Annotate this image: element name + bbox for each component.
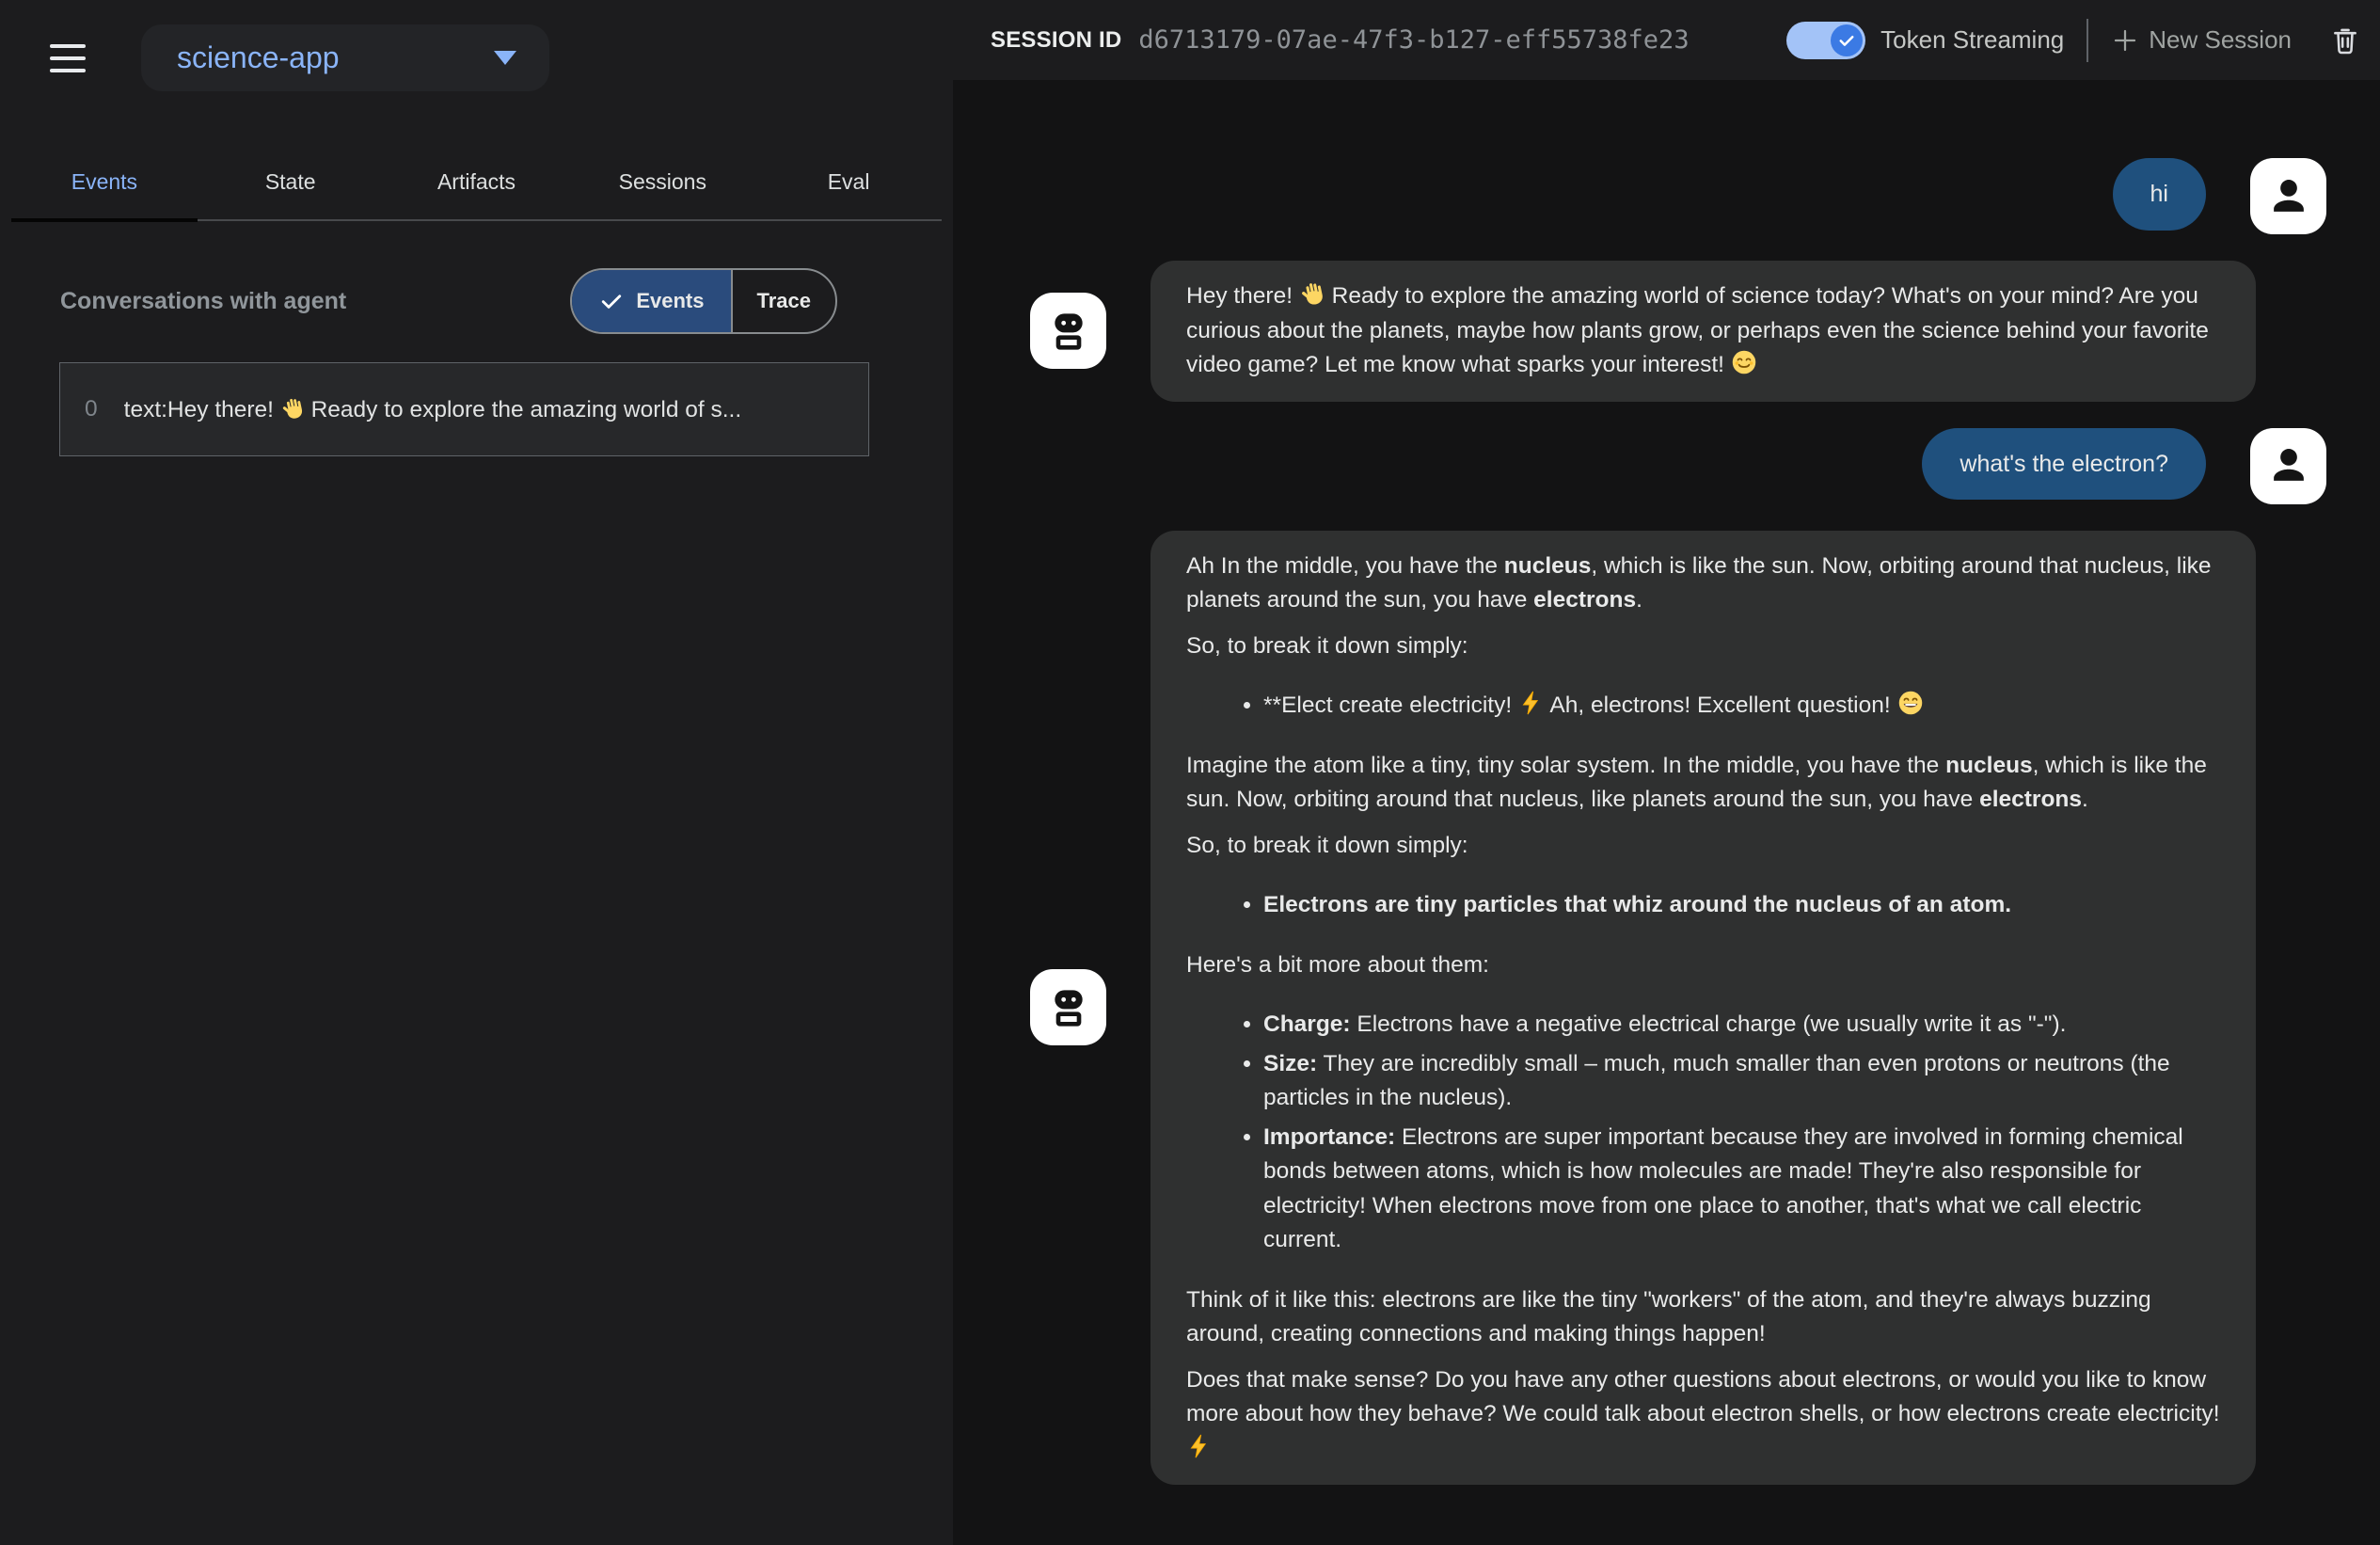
event-text: text:Hey there! Ready to explore the amazing world of s... (124, 396, 742, 423)
header-controls (1786, 19, 2361, 62)
user-avatar (2250, 158, 2326, 234)
chat-message-bot (1030, 531, 2326, 1486)
tab-artifacts[interactable]: Artifacts (384, 144, 570, 219)
waving-hand-emoji (1296, 278, 1327, 309)
segment-trace[interactable]: Trace (731, 270, 836, 332)
person-icon (2262, 170, 2315, 223)
agent-name: science-app (177, 40, 340, 74)
grinning-face-emoji (1897, 690, 1924, 716)
segment-events[interactable]: Events (572, 270, 730, 332)
event-list (59, 362, 869, 456)
session-id-label: SESSION ID (991, 26, 1122, 53)
event-list-item[interactable] (59, 362, 869, 456)
chat-message-bot (1030, 261, 2326, 402)
session-id-value: d6713179-07ae-47f3-b127-eff55738fe23 (1138, 25, 1690, 55)
tab-state[interactable]: State (198, 144, 384, 219)
lightning-bolt-emoji (1518, 690, 1545, 716)
session-header (953, 0, 2380, 80)
sidebar-tabs (11, 144, 942, 221)
check-icon (1837, 31, 1856, 50)
delete-session-button[interactable] (2329, 24, 2361, 56)
new-session-button[interactable]: New Session (2111, 25, 2292, 55)
chat-message-user (1030, 158, 2326, 234)
robot-icon (1042, 981, 1095, 1034)
token-streaming-label: Token Streaming (1880, 25, 2065, 54)
sidebar (0, 0, 953, 1545)
agent-avatar (1030, 969, 1106, 1045)
message-bubble: hi (2113, 158, 2206, 231)
tab-events[interactable]: Events (11, 144, 198, 219)
chat-area[interactable] (953, 80, 2380, 1545)
sidebar-topbar (0, 0, 953, 91)
message-bubble: Hey there! Ready to explore the amazing world of science today? What's on your mind? Are you curious about the planets, maybe how plants grow, or perhaps even the science behind your favorite video game? Let me know what sparks your interest! (1150, 261, 2256, 402)
trash-icon (2329, 24, 2361, 56)
robot-icon (1042, 305, 1095, 358)
message-bubble: Ah In the middle, you have the nucleus, which is like the sun. Now, orbiting around that nucleus, like planets around the sun, you have electrons. So, to break it down simply: • **Elect create electricity! Ah, electrons! Excellent question! Imagine the atom like a tiny, tiny solar system. In the middle, you have the nucleus, which is like the sun. Now, orbiting around that nucleus, like planets around the sun, you have electrons. So, to break it down simply: • Electrons are tiny particles that whiz around the nucleus of an atom. Here's a bit more about them: • Charge: Electrons have a negative electrical charge (we usually write it as "-"). • Size: They are incredibly small – much, much smaller than even protons or neutrons (the particles in the nucleus). • Importance: Electrons are super important because they are involved in forming chemical bonds between atoms, which is how molecules are made! They're also responsible for electricity! When electrons move from one place to another, that's what we call electric current. Think of it like this: electrons are like the tiny "workers" of the atom, and they're always buzzing around, creating connections and making things happen! Does that make sense? Do you have any other questions about electrons, or would you like to know more about how they behave? We could talk about electron shells, or how electrons create electricity! (1150, 531, 2256, 1486)
lightning-bolt-emoji (1186, 1433, 1213, 1459)
user-avatar (2250, 428, 2326, 504)
tab-sessions[interactable]: Sessions (569, 144, 755, 219)
menu-button[interactable] (50, 42, 86, 74)
chat-message-user (1030, 428, 2326, 504)
smiling-face-emoji (1731, 349, 1757, 375)
agent-selector[interactable] (141, 24, 549, 91)
events-trace-toggle (570, 268, 837, 334)
chevron-down-icon (494, 51, 516, 65)
section-title: Conversations with agent (60, 287, 347, 314)
message-bubble: what's the electron? (1922, 428, 2206, 501)
agent-avatar (1030, 293, 1106, 369)
token-streaming-toggle[interactable] (1786, 22, 1865, 59)
hamburger-icon (50, 44, 86, 48)
tab-eval[interactable]: Eval (755, 144, 942, 219)
waving-hand-emoji (278, 396, 307, 422)
plus-icon (2111, 26, 2139, 55)
person-icon (2262, 439, 2315, 492)
toggle-thumb (1831, 24, 1863, 56)
check-icon (598, 288, 625, 314)
event-index: 0 (85, 396, 98, 422)
conversations-section-header (60, 268, 837, 334)
header-divider (2086, 19, 2088, 62)
